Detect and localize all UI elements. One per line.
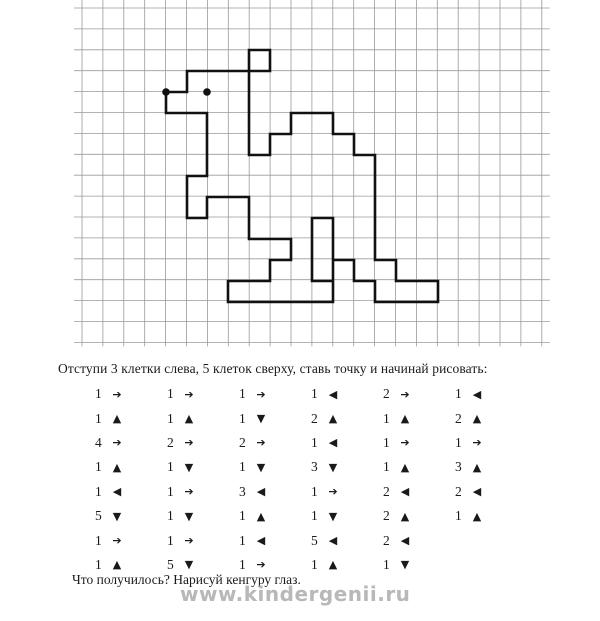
step-count: 1 [239, 556, 246, 572]
step-count: 4 [95, 434, 102, 450]
eye-dot [203, 88, 211, 96]
step-count: 2 [239, 434, 246, 450]
arrow-up-icon: ▲ [328, 412, 338, 426]
arrow-down-icon: ▼ [400, 558, 410, 572]
arrow-down-icon: ▼ [256, 460, 266, 474]
command-step [167, 480, 239, 504]
step-count: 1 [95, 459, 102, 475]
command-step [311, 406, 383, 430]
arrow-up-icon: ▲ [472, 412, 482, 426]
step-count: 1 [311, 434, 318, 450]
step-count: 1 [95, 483, 102, 499]
step-count: 2 [311, 410, 318, 426]
command-step [239, 455, 311, 479]
arrow-right-icon: ➔ [400, 436, 410, 450]
step-count: 1 [167, 532, 174, 548]
command-step [383, 431, 455, 455]
arrow-left-icon: ◀ [472, 387, 482, 401]
arrow-up-icon: ▲ [112, 412, 122, 426]
command-step [311, 504, 383, 528]
arrow-down-icon: ▼ [256, 412, 266, 426]
arrow-left-icon: ◀ [472, 485, 482, 499]
step-count: 1 [239, 386, 246, 402]
step-count: 1 [95, 386, 102, 402]
step-count: 1 [239, 508, 246, 524]
arrow-down-icon: ▼ [328, 460, 338, 474]
arrow-down-icon: ▼ [184, 558, 194, 572]
step-count: 1 [239, 532, 246, 548]
arrow-up-icon: ▲ [184, 412, 194, 426]
step-count: 1 [455, 386, 462, 402]
arrow-left-icon: ◀ [400, 485, 410, 499]
command-step [383, 455, 455, 479]
arrow-left-icon: ◀ [328, 436, 338, 450]
step-count: 1 [383, 459, 390, 475]
arrow-right-icon: ➔ [256, 558, 266, 572]
arrow-right-icon: ➔ [256, 387, 266, 401]
command-step [167, 406, 239, 430]
arrow-up-icon: ▲ [400, 460, 410, 474]
command-step [311, 480, 383, 504]
arrow-down-icon: ▼ [112, 509, 122, 523]
step-count: 1 [455, 434, 462, 450]
arrow-down-icon: ▼ [184, 460, 194, 474]
step-count: 1 [95, 556, 102, 572]
command-step [167, 504, 239, 528]
command-step [239, 382, 311, 406]
command-step [455, 382, 527, 406]
command-step [95, 382, 167, 406]
step-count: 1 [167, 386, 174, 402]
step-count: 2 [383, 508, 390, 524]
command-step [239, 528, 311, 552]
instruction-text: Отступи 3 клетки слева, 5 клеток сверху, ставь точку и начинай рисовать: [58, 361, 488, 376]
step-count: 2 [383, 532, 390, 548]
arrow-down-icon: ▼ [184, 509, 194, 523]
step-count: 1 [95, 532, 102, 548]
arrow-right-icon: ➔ [184, 534, 194, 548]
command-step [95, 455, 167, 479]
step-count: 1 [239, 410, 246, 426]
command-step [455, 431, 527, 455]
arrow-right-icon: ➔ [256, 436, 266, 450]
command-step [239, 480, 311, 504]
step-count: 1 [239, 459, 246, 475]
step-count: 2 [455, 410, 462, 426]
arrow-right-icon: ➔ [328, 485, 338, 499]
step-count: 1 [167, 459, 174, 475]
arrow-up-icon: ▲ [472, 460, 482, 474]
arrow-right-icon: ➔ [184, 436, 194, 450]
step-count: 1 [311, 556, 318, 572]
command-step [167, 431, 239, 455]
command-step [455, 406, 527, 430]
step-count: 1 [311, 483, 318, 499]
command-step [95, 406, 167, 430]
step-count: 2 [455, 483, 462, 499]
arrow-up-icon: ▲ [328, 558, 338, 572]
command-step [383, 553, 455, 577]
command-step [455, 480, 527, 504]
command-step [311, 455, 383, 479]
command-step [167, 528, 239, 552]
arrow-left-icon: ◀ [112, 485, 122, 499]
step-count: 5 [95, 508, 102, 524]
step-count: 2 [167, 434, 174, 450]
command-step [383, 504, 455, 528]
arrow-left-icon: ◀ [328, 387, 338, 401]
step-count: 1 [311, 386, 318, 402]
step-count: 3 [239, 483, 246, 499]
command-step [311, 382, 383, 406]
command-step [311, 528, 383, 552]
arrow-up-icon: ▲ [112, 460, 122, 474]
step-count: 1 [167, 508, 174, 524]
arrow-right-icon: ➔ [472, 436, 482, 450]
arrow-up-icon: ▲ [112, 558, 122, 572]
arrow-up-icon: ▲ [256, 509, 266, 523]
arrow-right-icon: ➔ [184, 387, 194, 401]
command-step [95, 480, 167, 504]
arrow-right-icon: ➔ [184, 485, 194, 499]
command-empty [455, 553, 527, 577]
site-watermark: www.kindergenii.ru [180, 582, 411, 606]
nose-dot [162, 88, 170, 96]
command-empty [455, 528, 527, 552]
command-step [455, 504, 527, 528]
command-step [383, 406, 455, 430]
command-step [311, 431, 383, 455]
step-count: 2 [383, 386, 390, 402]
arrow-left-icon: ◀ [256, 534, 266, 548]
arrow-left-icon: ◀ [328, 534, 338, 548]
command-step [383, 528, 455, 552]
command-step [167, 455, 239, 479]
grid-lines [74, 0, 550, 346]
kangaroo-outline [166, 50, 438, 302]
arrow-left-icon: ◀ [256, 485, 266, 499]
step-count: 1 [455, 508, 462, 524]
arrow-right-icon: ➔ [112, 436, 122, 450]
command-step [455, 455, 527, 479]
step-count: 3 [455, 459, 462, 475]
question-text: Что получилось? Нарисуй кенгуру глаз. [72, 572, 301, 587]
command-step [311, 553, 383, 577]
step-count: 1 [383, 434, 390, 450]
step-count: 1 [167, 483, 174, 499]
arrow-up-icon: ▲ [472, 509, 482, 523]
step-count: 1 [383, 410, 390, 426]
arrow-right-icon: ➔ [112, 387, 122, 401]
step-count: 1 [95, 410, 102, 426]
command-step [239, 406, 311, 430]
arrow-left-icon: ◀ [400, 534, 410, 548]
command-step [239, 431, 311, 455]
command-table [95, 382, 527, 577]
arrow-up-icon: ▲ [400, 509, 410, 523]
command-step [95, 528, 167, 552]
command-step [239, 504, 311, 528]
step-count: 3 [311, 459, 318, 475]
arrow-up-icon: ▲ [400, 412, 410, 426]
arrow-right-icon: ➔ [112, 534, 122, 548]
step-count: 5 [167, 556, 174, 572]
step-count: 1 [311, 508, 318, 524]
step-count: 5 [311, 532, 318, 548]
command-step [95, 504, 167, 528]
step-count: 2 [383, 483, 390, 499]
command-step [383, 480, 455, 504]
arrow-down-icon: ▼ [328, 509, 338, 523]
arrow-right-icon: ➔ [400, 387, 410, 401]
command-step [383, 382, 455, 406]
step-count: 1 [383, 556, 390, 572]
command-step [167, 382, 239, 406]
step-count: 1 [167, 410, 174, 426]
command-step [95, 431, 167, 455]
